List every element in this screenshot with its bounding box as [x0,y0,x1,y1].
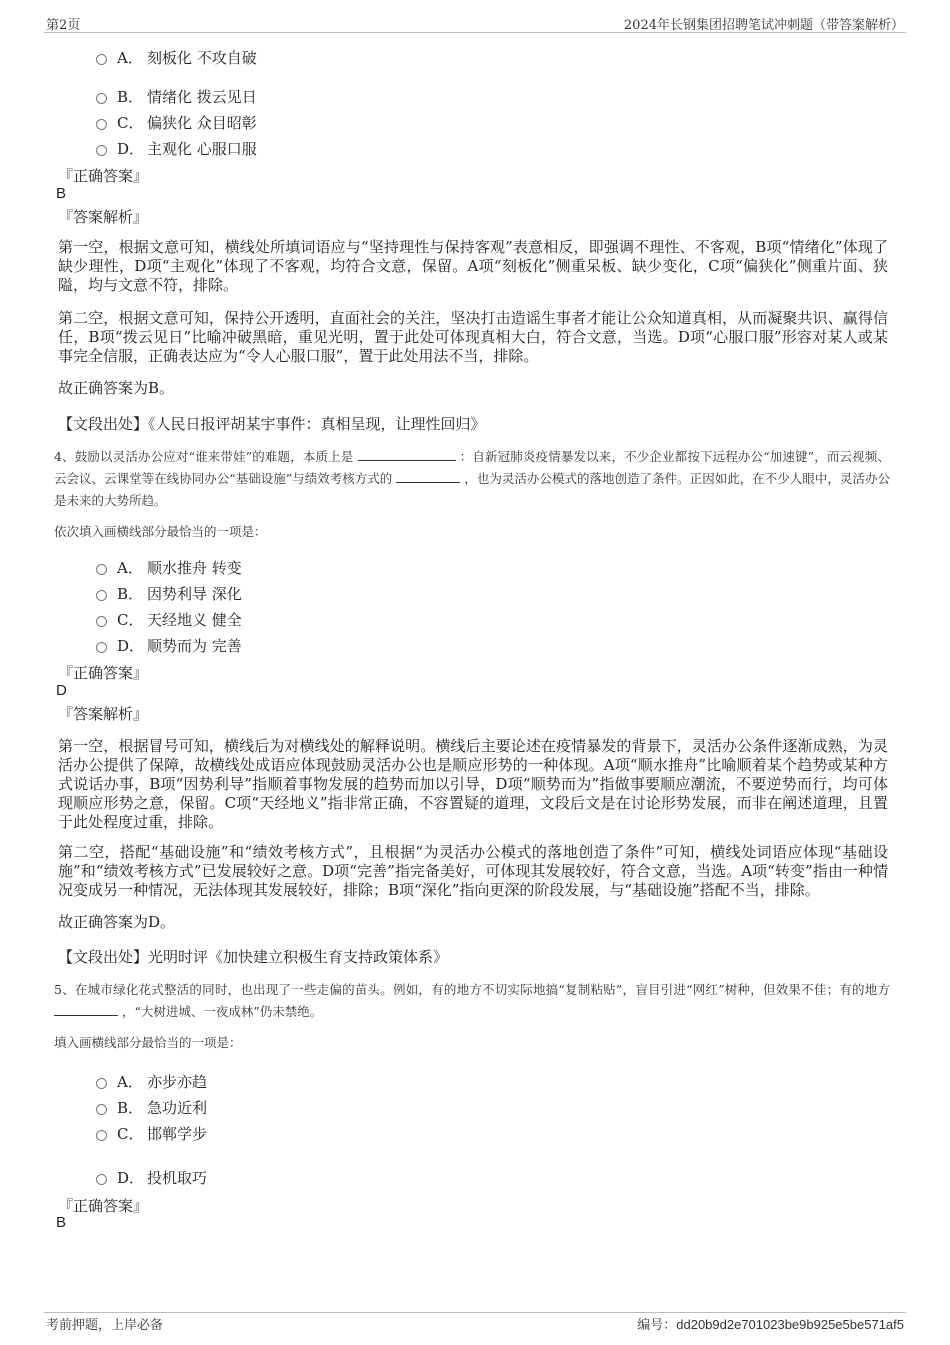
code-value: dd20b9d2e701023be9b925e5be571af5 [676,1317,904,1332]
source-citation: 【文段出处】光明时评《加快建立积极生育支持政策体系》 [58,948,449,966]
option-text: 偏狭化 众目昭彰 [147,114,257,132]
answer-label: 『正确答案』 [58,1197,149,1215]
radio-icon[interactable] [96,642,107,653]
stem-text: 4、鼓励以灵活办公应对“谁来带娃”的难题，本质上是 [54,449,354,464]
fill-blank [396,470,460,483]
radio-icon[interactable] [96,590,107,601]
option-letter: C． [117,611,144,629]
answer-label: 『正确答案』 [58,167,149,185]
option-text: 情绪化 拨云见日 [147,88,257,106]
option-letter: C． [117,1125,144,1143]
analysis-paragraph: 第一空，根据文意可知，横线处所填词语应与“坚持理性与保持客观”表意相反，即强调不理性、不客观，B项“情绪化”体现了缺少理性，D项“主观化”体现了不客观，均符合文意，保留。A项“刻板化”侧重呆板、缺少变化，C项“偏狭化”侧重片面、狭隘，均与文意不符，排除。 [58,238,888,294]
analysis-paragraph: 第一空，根据冒号可知，横线后为对横线处的解释说明。横线后主要论述在疫情暴发的背景下，灵活办公条件逐渐成熟，为灵活办公提供了保障，故横线处成语应体现鼓励灵活办公也是顺应形势的一种体现。A项“顺水推舟”比喻顺着某个趋势或某种方式说话办事，B项“因势利导”指顺着事物发展的趋势而加以引导，D项“顺势而为”指做事要顺应潮流，不要逆势而行，均可体现顺应形势之意，保留。C项“天经地义”指非常正确，不容置疑的道理，文段后文是在讨论形势发展，而非在阐述道理，且置于此处程度过重，排除。 [58,737,888,831]
option-d[interactable] [96,138,257,159]
analysis-conclusion: 故正确答案为D。 [58,913,176,931]
footer-slogan: 考前押题，上岸必备 [46,1318,164,1333]
option-text: 顺势而为 完善 [147,637,242,655]
analysis-paragraph: 第二空，搭配“基础设施”和“绩效考核方式”，且根据“为灵活办公模式的落地创造了条件”可知，横线处词语应体现“基础设施”和“绩效考核方式”已发展较好之意。D项“完善”指完备美好，可体现其发展较好，符合文意，当选。A项“转变”指由一种情况变成另一种情况，无法体现其发展较好，排除；B项“深化”指向更深的阶段发展，与“基础设施”搭配不当，排除。 [58,843,888,899]
fill-blank [54,1003,118,1016]
option-letter: D． [117,140,145,158]
stem-text: 5、在城市绿化花式整活的同时，也出现了一些走偏的苗头。例如，有的地方不切实际地搞“复制粘贴”，盲目引进“网红”树种，但效果不佳；有的地方 [54,982,890,997]
option-text: 天经地义 健全 [147,611,242,629]
option-letter: A． [117,1073,143,1091]
option-d[interactable] [96,1167,207,1188]
option-text: 邯郸学步 [147,1125,208,1143]
option-a[interactable] [96,557,242,578]
answer-value: B [56,185,67,202]
option-c[interactable] [96,609,242,630]
header-divider [44,32,906,33]
option-text: 刻板化 不攻自破 [147,49,257,67]
radio-icon[interactable] [96,93,107,104]
option-c[interactable] [96,112,257,133]
option-b[interactable] [96,1097,207,1118]
option-letter: D． [117,637,145,655]
radio-icon[interactable] [96,1130,107,1141]
answer-label: 『正确答案』 [58,664,149,682]
radio-icon[interactable] [96,145,107,156]
analysis-paragraph: 第二空，根据文意可知，保持公开透明，直面社会的关注，坚决打击造谣生事者才能让公众知道真相，从而凝聚共识、赢得信任，B项“拨云见日”比喻冲破黑暗，重见光明，置于此处可体现真相大白，符合文意，当选。D项“心服口服”形容对某人或某事完全信服，正确表达应为“令人心服口服”，置于此处用法不当，排除。 [58,309,888,365]
option-text: 急功近利 [147,1099,208,1117]
option-d[interactable] [96,635,242,656]
radio-icon[interactable] [96,54,107,65]
answer-value: B [56,1214,67,1231]
option-letter: A． [117,559,143,577]
option-text: 投机取巧 [147,1169,208,1187]
option-text: 主观化 心服口服 [147,140,257,158]
option-letter: D． [117,1169,145,1187]
analysis-label: 『答案解析』 [58,705,149,723]
document-code [637,1314,904,1333]
radio-icon[interactable] [96,616,107,627]
radio-icon[interactable] [96,564,107,575]
stem-text: ，也为灵活办公模式的落地创造了条件。正因如此，在不少人眼中，灵活办公是未来的大势所趋。 [54,471,890,508]
fill-blank [358,448,456,461]
option-letter: A． [117,49,143,67]
option-b[interactable] [96,583,242,604]
code-label: 编号： [637,1318,677,1333]
document-title: 2024年长钢集团招聘笔试冲刺题（带答案解析） [623,18,904,33]
stem-text: ：自新冠肺炎疫情暴发以来，不少企业都按下远程办公“加速键”，而云视频、云会议、云课堂等在线协同办公“基础设施”与绩效考核方式的 [54,449,890,486]
question-stem [54,446,890,512]
page-number: 第2页 [46,18,81,33]
footer-divider [44,1312,906,1313]
option-a[interactable] [96,47,257,68]
option-text: 亦步亦趋 [147,1073,208,1091]
analysis-conclusion: 故正确答案为B。 [58,379,175,397]
option-b[interactable] [96,86,257,107]
question-prompt: 依次填入画横线部分最恰当的一项是： [54,524,267,539]
source-citation: 【文段出处】《人民日报评胡某宇事件：真相呈现，让理性回归》 [58,415,486,433]
option-c[interactable] [96,1123,207,1144]
option-letter: B． [117,88,144,106]
question-prompt: 填入画横线部分最恰当的一项是： [54,1035,242,1050]
option-a[interactable] [96,1071,207,1092]
radio-icon[interactable] [96,1078,107,1089]
option-letter: B． [117,1099,144,1117]
stem-text: ，“大树进城、一夜成林”仍未禁绝。 [121,1004,323,1019]
radio-icon[interactable] [96,119,107,130]
analysis-label: 『答案解析』 [58,208,149,226]
option-text: 顺水推舟 转变 [147,559,242,577]
question-stem [54,979,890,1023]
option-text: 因势利导 深化 [147,585,242,603]
option-letter: B． [117,585,144,603]
radio-icon[interactable] [96,1104,107,1115]
answer-value: D [56,682,67,699]
option-letter: C． [117,114,144,132]
radio-icon[interactable] [96,1174,107,1185]
